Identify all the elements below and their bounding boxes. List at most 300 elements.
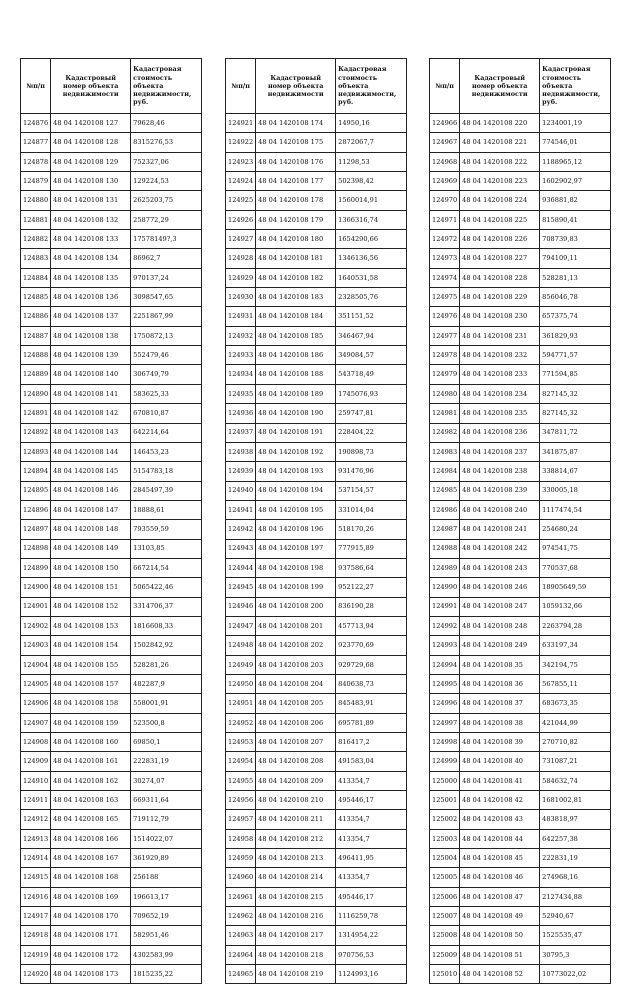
cadastral-number: 48 04 1420108 133 bbox=[51, 230, 131, 249]
table-row bbox=[21, 191, 202, 210]
cadastral-cost: 79628,46 bbox=[131, 114, 202, 133]
table-row bbox=[21, 210, 202, 229]
cadastral-number: 48 04 1420108 208 bbox=[256, 752, 336, 771]
cadastral-number: 48 04 1420108 198 bbox=[256, 558, 336, 577]
row-number: 124990 bbox=[430, 578, 460, 597]
cadastral-cost: 457713,94 bbox=[336, 616, 407, 635]
cadastral-cost: 495446,17 bbox=[336, 887, 407, 906]
table-row bbox=[226, 713, 407, 732]
cadastral-number: 48 04 1420108 223 bbox=[460, 172, 540, 191]
table-row bbox=[430, 520, 611, 539]
cadastral-cost: 8315276,53 bbox=[131, 133, 202, 152]
cadastral-number: 48 04 1420108 141 bbox=[51, 384, 131, 403]
cadastral-number: 48 04 1420108 132 bbox=[51, 210, 131, 229]
cadastral-number: 48 04 1420108 249 bbox=[460, 636, 540, 655]
row-number: 124883 bbox=[21, 249, 51, 268]
cadastral-cost: 2872067,7 bbox=[336, 133, 407, 152]
cadastral-number: 48 04 1420108 167 bbox=[51, 849, 131, 868]
cadastral-cost: 17578149?,3 bbox=[131, 230, 202, 249]
cadastral-cost: 642257,38 bbox=[540, 829, 611, 848]
row-number: 124876 bbox=[21, 114, 51, 133]
row-number: 124902 bbox=[21, 616, 51, 635]
cadastral-cost: 584632,74 bbox=[540, 771, 611, 790]
cadastral-cost: 669311,64 bbox=[131, 791, 202, 810]
table-row bbox=[21, 114, 202, 133]
row-number: 125004 bbox=[430, 849, 460, 868]
cadastral-cost: 30795,3 bbox=[540, 945, 611, 964]
cadastral-cost: 1514022,07 bbox=[131, 829, 202, 848]
cadastral-cost: 1366316,74 bbox=[336, 210, 407, 229]
row-number: 124917 bbox=[21, 907, 51, 926]
row-number: 125001 bbox=[430, 791, 460, 810]
table-row bbox=[226, 868, 407, 887]
row-number: 124957 bbox=[226, 810, 256, 829]
row-number: 124968 bbox=[430, 152, 460, 171]
table-header-row bbox=[21, 59, 202, 114]
table-row bbox=[226, 423, 407, 442]
cadastral-cost: 346467,94 bbox=[336, 326, 407, 345]
cadastral-number: 48 04 1420108 202 bbox=[256, 636, 336, 655]
table-row bbox=[430, 423, 611, 442]
row-number: 124904 bbox=[21, 655, 51, 674]
cadastral-cost: 1117474,54 bbox=[540, 500, 611, 519]
cadastral-cost: 338814,67 bbox=[540, 462, 611, 481]
row-number: 124935 bbox=[226, 384, 256, 403]
cadastral-number: 48 04 1420108 129 bbox=[51, 152, 131, 171]
cadastral-number: 48 04 1420108 196 bbox=[256, 520, 336, 539]
cadastral-number: 48 04 1420108 228 bbox=[460, 268, 540, 287]
row-number: 124973 bbox=[430, 249, 460, 268]
cadastral-number: 48 04 1420108 171 bbox=[51, 926, 131, 945]
table-row bbox=[430, 733, 611, 752]
table-row bbox=[430, 191, 611, 210]
cadastral-number: 48 04 1420108 225 bbox=[460, 210, 540, 229]
cadastral-number: 48 04 1420108 40 bbox=[460, 752, 540, 771]
table-row bbox=[21, 713, 202, 732]
cadastral-cost: 667214,54 bbox=[131, 558, 202, 577]
table-row bbox=[226, 849, 407, 868]
row-number: 124926 bbox=[226, 210, 256, 229]
table-row bbox=[226, 404, 407, 423]
row-number: 124955 bbox=[226, 771, 256, 790]
cadastral-cost: 793559,59 bbox=[131, 520, 202, 539]
cadastral-number: 48 04 1420108 135 bbox=[51, 268, 131, 287]
table-row bbox=[21, 384, 202, 403]
cadastral-cost: 594771,57 bbox=[540, 346, 611, 365]
cadastral-number: 48 04 1420108 50 bbox=[460, 926, 540, 945]
table-row bbox=[226, 655, 407, 674]
table-row bbox=[430, 133, 611, 152]
cadastral-number: 48 04 1420108 45 bbox=[460, 849, 540, 868]
cadastral-cost: 974541,75 bbox=[540, 539, 611, 558]
table-row bbox=[226, 191, 407, 210]
row-number: 124928 bbox=[226, 249, 256, 268]
cadastral-cost: 421044,99 bbox=[540, 713, 611, 732]
cadastral-number: 48 04 1420108 186 bbox=[256, 346, 336, 365]
table-row bbox=[430, 172, 611, 191]
cadastral-number: 48 04 1420108 151 bbox=[51, 578, 131, 597]
cadastral-number: 48 04 1420108 163 bbox=[51, 791, 131, 810]
table-row bbox=[226, 114, 407, 133]
cadastral-cost: 502398,42 bbox=[336, 172, 407, 191]
cadastral-number: 48 04 1420108 215 bbox=[256, 887, 336, 906]
cadastral-number: 48 04 1420108 247 bbox=[460, 597, 540, 616]
cadastral-cost: 331014,04 bbox=[336, 500, 407, 519]
cadastral-number: 48 04 1420108 207 bbox=[256, 733, 336, 752]
cadastral-number: 48 04 1420108 180 bbox=[256, 230, 336, 249]
cadastral-cost: 1314954,22 bbox=[336, 926, 407, 945]
table-row bbox=[430, 578, 611, 597]
table-row bbox=[21, 500, 202, 519]
row-number: 124953 bbox=[226, 733, 256, 752]
table-row bbox=[226, 616, 407, 635]
cadastral-cost: 752327,06 bbox=[131, 152, 202, 171]
cadastral-cost: 929729,68 bbox=[336, 655, 407, 674]
cadastral-number: 48 04 1420108 238 bbox=[460, 462, 540, 481]
cadastral-cost: 583625,33 bbox=[131, 384, 202, 403]
row-number: 124886 bbox=[21, 307, 51, 326]
cadastral-cost: 274968,16 bbox=[540, 868, 611, 887]
cadastral-number: 48 04 1420108 128 bbox=[51, 133, 131, 152]
row-number: 124980 bbox=[430, 384, 460, 403]
table-row bbox=[430, 539, 611, 558]
row-number: 124919 bbox=[21, 945, 51, 964]
table-row bbox=[430, 500, 611, 519]
table-row bbox=[21, 288, 202, 307]
row-number: 125008 bbox=[430, 926, 460, 945]
cadastral-cost: 774546,01 bbox=[540, 133, 611, 152]
cadastral-number: 48 04 1420108 177 bbox=[256, 172, 336, 191]
cadastral-cost: 970137,24 bbox=[131, 268, 202, 287]
header-cost: Кадастровая стоимость объекта недвижимости, руб. bbox=[336, 59, 407, 114]
cadastral-number: 48 04 1420108 205 bbox=[256, 694, 336, 713]
cadastral-cost: 708739,83 bbox=[540, 230, 611, 249]
table-row bbox=[21, 945, 202, 964]
cadastral-cost: 2263794,28 bbox=[540, 616, 611, 635]
cadastral-cost: 228404,22 bbox=[336, 423, 407, 442]
cadastral-number: 48 04 1420108 200 bbox=[256, 597, 336, 616]
table-row bbox=[430, 616, 611, 635]
cadastral-number: 48 04 1420108 209 bbox=[256, 771, 336, 790]
cadastral-number: 48 04 1420108 46 bbox=[460, 868, 540, 887]
row-number: 124877 bbox=[21, 133, 51, 152]
cadastral-cost: 923770,69 bbox=[336, 636, 407, 655]
cadastral-cost: 1602902,97 bbox=[540, 172, 611, 191]
cadastral-cost: 1640531,58 bbox=[336, 268, 407, 287]
header-num: №п/п bbox=[226, 59, 256, 114]
table-row bbox=[226, 133, 407, 152]
table-row bbox=[226, 694, 407, 713]
table-row bbox=[430, 210, 611, 229]
cadastral-cost: 1116259,78 bbox=[336, 907, 407, 926]
row-number: 124910 bbox=[21, 771, 51, 790]
cadastral-number: 48 04 1420108 222 bbox=[460, 152, 540, 171]
table-row bbox=[21, 578, 202, 597]
cadastral-cost: 1059132,66 bbox=[540, 597, 611, 616]
cadastral-number: 48 04 1420108 42 bbox=[460, 791, 540, 810]
row-number: 124982 bbox=[430, 423, 460, 442]
table-row bbox=[226, 172, 407, 191]
cadastral-cost: 306749,79 bbox=[131, 365, 202, 384]
cadastral-cost: 836190,28 bbox=[336, 597, 407, 616]
cadastral-number: 48 04 1420108 52 bbox=[460, 965, 540, 984]
cadastral-cost: 413354,7 bbox=[336, 810, 407, 829]
cadastral-cost: 4302583,99 bbox=[131, 945, 202, 964]
cadastral-number: 48 04 1420108 157 bbox=[51, 674, 131, 693]
table-row bbox=[21, 636, 202, 655]
row-number: 124961 bbox=[226, 887, 256, 906]
table-row bbox=[430, 249, 611, 268]
cadastral-number: 48 04 1420108 221 bbox=[460, 133, 540, 152]
cadastral-cost: 270710,82 bbox=[540, 733, 611, 752]
cadastral-number: 48 04 1420108 174 bbox=[256, 114, 336, 133]
row-number: 124921 bbox=[226, 114, 256, 133]
cadastral-number: 48 04 1420108 136 bbox=[51, 288, 131, 307]
row-number: 124922 bbox=[226, 133, 256, 152]
table-row bbox=[226, 733, 407, 752]
cadastral-number: 48 04 1420108 201 bbox=[256, 616, 336, 635]
cadastral-number: 48 04 1420108 47 bbox=[460, 887, 540, 906]
table-row bbox=[226, 230, 407, 249]
table-row bbox=[226, 558, 407, 577]
cadastral-number: 48 04 1420108 214 bbox=[256, 868, 336, 887]
cadastral-cost: 840638,73 bbox=[336, 674, 407, 693]
cadastral-number: 48 04 1420108 220 bbox=[460, 114, 540, 133]
cadastral-number: 48 04 1420108 150 bbox=[51, 558, 131, 577]
table-row bbox=[21, 771, 202, 790]
row-number: 124938 bbox=[226, 442, 256, 461]
cadastral-cost: 14950,16 bbox=[336, 114, 407, 133]
cadastral-number: 48 04 1420108 237 bbox=[460, 442, 540, 461]
table-row bbox=[21, 172, 202, 191]
row-number: 124880 bbox=[21, 191, 51, 210]
table-row bbox=[430, 597, 611, 616]
row-number: 124913 bbox=[21, 829, 51, 848]
cadastral-number: 48 04 1420108 51 bbox=[460, 945, 540, 964]
header-cost: Кадастровая стоимость объекта недвижимости, руб. bbox=[540, 59, 611, 114]
cadastral-cost: 413354,7 bbox=[336, 771, 407, 790]
row-number: 124884 bbox=[21, 268, 51, 287]
cadastral-cost: 1745076,93 bbox=[336, 384, 407, 403]
row-number: 124952 bbox=[226, 713, 256, 732]
cadastral-cost: 657375,74 bbox=[540, 307, 611, 326]
cadastral-table-2 bbox=[225, 58, 407, 984]
table-row bbox=[21, 307, 202, 326]
row-number: 124950 bbox=[226, 674, 256, 693]
table-row bbox=[430, 230, 611, 249]
cadastral-cost: 952122,27 bbox=[336, 578, 407, 597]
cadastral-cost: 1750872,13 bbox=[131, 326, 202, 345]
table-row bbox=[21, 810, 202, 829]
cadastral-cost: 558001,91 bbox=[131, 694, 202, 713]
cadastral-number: 48 04 1420108 175 bbox=[256, 133, 336, 152]
table-row bbox=[21, 326, 202, 345]
row-number: 124995 bbox=[430, 674, 460, 693]
cadastral-cost: 10773022,02 bbox=[540, 965, 611, 984]
row-number: 124899 bbox=[21, 558, 51, 577]
cadastral-number: 48 04 1420108 197 bbox=[256, 539, 336, 558]
cadastral-number: 48 04 1420108 143 bbox=[51, 423, 131, 442]
cadastral-number: 48 04 1420108 231 bbox=[460, 326, 540, 345]
cadastral-cost: 491583,04 bbox=[336, 752, 407, 771]
row-number: 124977 bbox=[430, 326, 460, 345]
row-number: 124945 bbox=[226, 578, 256, 597]
cadastral-number: 48 04 1420108 242 bbox=[460, 539, 540, 558]
cadastral-number: 48 04 1420108 169 bbox=[51, 887, 131, 906]
cadastral-cost: 794109,11 bbox=[540, 249, 611, 268]
cadastral-cost: 845483,91 bbox=[336, 694, 407, 713]
cadastral-number: 48 04 1420108 232 bbox=[460, 346, 540, 365]
table-row bbox=[226, 210, 407, 229]
table-row bbox=[226, 462, 407, 481]
cadastral-number: 48 04 1420108 161 bbox=[51, 752, 131, 771]
row-number: 124893 bbox=[21, 442, 51, 461]
cadastral-number: 48 04 1420108 159 bbox=[51, 713, 131, 732]
row-number: 124999 bbox=[430, 752, 460, 771]
cadastral-cost: 361829,93 bbox=[540, 326, 611, 345]
row-number: 124988 bbox=[430, 539, 460, 558]
table-row bbox=[21, 849, 202, 868]
cadastral-number: 48 04 1420108 212 bbox=[256, 829, 336, 848]
cadastral-cost: 1124993,16 bbox=[336, 965, 407, 984]
table-row bbox=[21, 520, 202, 539]
cadastral-number: 48 04 1420108 204 bbox=[256, 674, 336, 693]
header-cadastral: Кадастровый номер объекта недвижимости bbox=[460, 59, 540, 114]
table-row bbox=[21, 829, 202, 848]
cadastral-number: 48 04 1420108 235 bbox=[460, 404, 540, 423]
cadastral-number: 48 04 1420108 138 bbox=[51, 326, 131, 345]
table-row bbox=[21, 674, 202, 693]
cadastral-table-3 bbox=[429, 58, 611, 984]
table-row bbox=[226, 152, 407, 171]
cadastral-cost: 567855,11 bbox=[540, 674, 611, 693]
cadastral-number: 48 04 1420108 158 bbox=[51, 694, 131, 713]
cadastral-number: 48 04 1420108 36 bbox=[460, 674, 540, 693]
row-number: 124946 bbox=[226, 597, 256, 616]
cadastral-number: 48 04 1420108 38 bbox=[460, 713, 540, 732]
table-row bbox=[430, 694, 611, 713]
row-number: 124947 bbox=[226, 616, 256, 635]
cadastral-cost: 523500,8 bbox=[131, 713, 202, 732]
table-row bbox=[226, 500, 407, 519]
cadastral-number: 48 04 1420108 181 bbox=[256, 249, 336, 268]
row-number: 124924 bbox=[226, 172, 256, 191]
table-row bbox=[21, 558, 202, 577]
table-row bbox=[226, 442, 407, 461]
table-row bbox=[226, 752, 407, 771]
table-row bbox=[430, 462, 611, 481]
table-row bbox=[430, 752, 611, 771]
cadastral-cost: 1188965,12 bbox=[540, 152, 611, 171]
table-row bbox=[226, 307, 407, 326]
cadastral-number: 48 04 1420108 130 bbox=[51, 172, 131, 191]
row-number: 125003 bbox=[430, 829, 460, 848]
cadastral-cost: 129224,53 bbox=[131, 172, 202, 191]
table-row bbox=[430, 268, 611, 287]
cadastral-cost: 222831,19 bbox=[131, 752, 202, 771]
row-number: 124996 bbox=[430, 694, 460, 713]
cadastral-number: 48 04 1420108 211 bbox=[256, 810, 336, 829]
cadastral-number: 48 04 1420108 139 bbox=[51, 346, 131, 365]
row-number: 124960 bbox=[226, 868, 256, 887]
row-number: 124925 bbox=[226, 191, 256, 210]
cadastral-cost: 1525535,47 bbox=[540, 926, 611, 945]
cadastral-number: 48 04 1420108 213 bbox=[256, 849, 336, 868]
table-row bbox=[430, 384, 611, 403]
row-number: 124906 bbox=[21, 694, 51, 713]
row-number: 124898 bbox=[21, 539, 51, 558]
table-row bbox=[430, 481, 611, 500]
cadastral-cost: 18905649,59 bbox=[540, 578, 611, 597]
cadastral-cost: 2845497,39 bbox=[131, 481, 202, 500]
row-number: 124970 bbox=[430, 191, 460, 210]
table-row bbox=[430, 346, 611, 365]
cadastral-number: 48 04 1420108 248 bbox=[460, 616, 540, 635]
row-number: 124971 bbox=[430, 210, 460, 229]
row-number: 124895 bbox=[21, 481, 51, 500]
cadastral-cost: 347811,72 bbox=[540, 423, 611, 442]
table-row bbox=[226, 965, 407, 984]
row-number: 124896 bbox=[21, 500, 51, 519]
cadastral-number: 48 04 1420108 236 bbox=[460, 423, 540, 442]
cadastral-number: 48 04 1420108 166 bbox=[51, 829, 131, 848]
table-row bbox=[226, 268, 407, 287]
row-number: 124963 bbox=[226, 926, 256, 945]
table-header-row bbox=[430, 59, 611, 114]
table-row bbox=[226, 674, 407, 693]
cadastral-cost: 633197,34 bbox=[540, 636, 611, 655]
row-number: 124889 bbox=[21, 365, 51, 384]
table-row bbox=[21, 907, 202, 926]
cadastral-cost: 770537,68 bbox=[540, 558, 611, 577]
table-row bbox=[21, 404, 202, 423]
cadastral-cost: 5154783,18 bbox=[131, 462, 202, 481]
table-row bbox=[430, 945, 611, 964]
row-number: 124911 bbox=[21, 791, 51, 810]
row-number: 124991 bbox=[430, 597, 460, 616]
row-number: 124993 bbox=[430, 636, 460, 655]
table-row bbox=[430, 907, 611, 926]
cadastral-cost: 2251867,99 bbox=[131, 307, 202, 326]
row-number: 125006 bbox=[430, 887, 460, 906]
row-number: 125007 bbox=[430, 907, 460, 926]
cadastral-number: 48 04 1420108 144 bbox=[51, 442, 131, 461]
cadastral-cost: 258772,29 bbox=[131, 210, 202, 229]
row-number: 124964 bbox=[226, 945, 256, 964]
table-row bbox=[21, 268, 202, 287]
cadastral-cost: 495446,17 bbox=[336, 791, 407, 810]
cadastral-number: 48 04 1420108 149 bbox=[51, 539, 131, 558]
row-number: 124931 bbox=[226, 307, 256, 326]
cadastral-cost: 1502842,92 bbox=[131, 636, 202, 655]
row-number: 124984 bbox=[430, 462, 460, 481]
cadastral-number: 48 04 1420108 241 bbox=[460, 520, 540, 539]
cadastral-cost: 552479,46 bbox=[131, 346, 202, 365]
cadastral-number: 48 04 1420108 219 bbox=[256, 965, 336, 984]
cadastral-number: 48 04 1420108 185 bbox=[256, 326, 336, 345]
cadastral-number: 48 04 1420108 43 bbox=[460, 810, 540, 829]
cadastral-number: 48 04 1420108 44 bbox=[460, 829, 540, 848]
cadastral-number: 48 04 1420108 168 bbox=[51, 868, 131, 887]
table-row bbox=[226, 887, 407, 906]
cadastral-cost: 731087,21 bbox=[540, 752, 611, 771]
cadastral-cost: 259747,81 bbox=[336, 404, 407, 423]
cadastral-cost: 482287,9 bbox=[131, 674, 202, 693]
cadastral-cost: 69850,1 bbox=[131, 733, 202, 752]
cadastral-cost: 18888,61 bbox=[131, 500, 202, 519]
cadastral-cost: 2625203,75 bbox=[131, 191, 202, 210]
cadastral-cost: 5065422,46 bbox=[131, 578, 202, 597]
